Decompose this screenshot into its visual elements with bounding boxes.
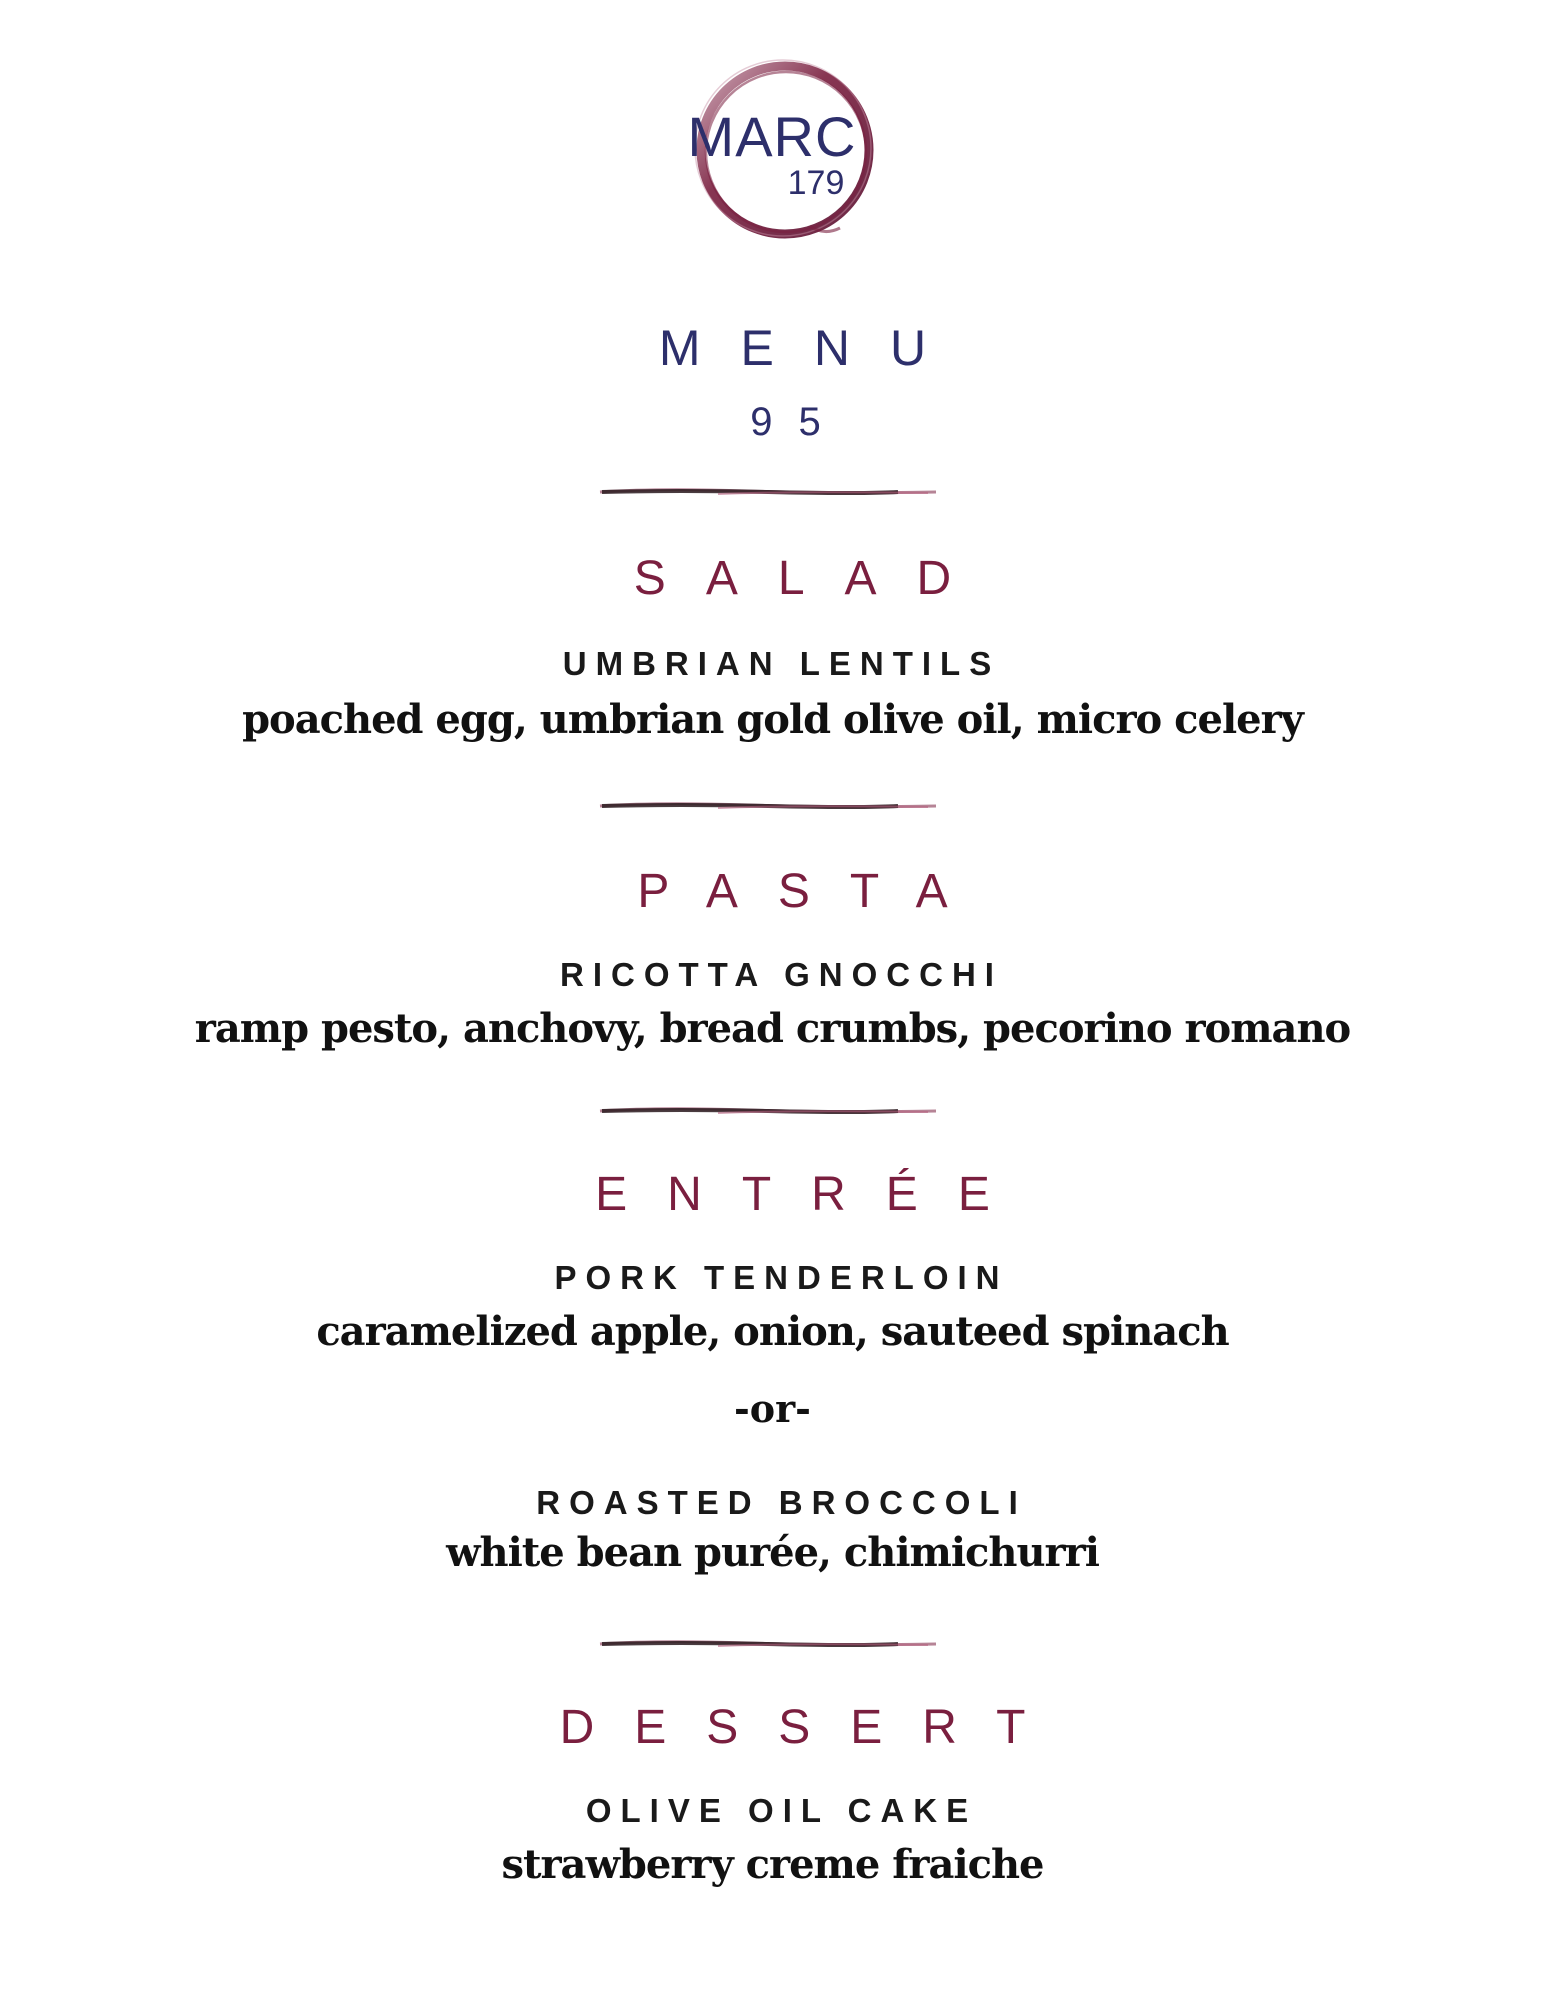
- logo-number: 179: [787, 164, 845, 202]
- dish-name: UMBRIAN LENTILS: [562, 645, 1001, 682]
- dish-name: RICOTTA GNOCCHI: [560, 956, 1003, 993]
- logo-graphic: [660, 48, 900, 258]
- dish-description: ramp pesto, anchovy, bread crumbs, pecorino romano: [194, 1005, 1351, 1052]
- section-title-pasta: PASTA: [637, 865, 988, 918]
- logo-wordmark: MARC: [687, 105, 857, 168]
- dish-description: white bean purée, chimichurri: [446, 1529, 1099, 1576]
- dish-name: PORK TENDERLOIN: [554, 1259, 1009, 1296]
- dish-description: poached egg, umbrian gold olive oil, micro celery: [242, 696, 1303, 743]
- brush-divider: [598, 1104, 938, 1118]
- menu-title: MENU: [658, 320, 967, 376]
- dish-description: caramelized apple, onion, sauteed spinach: [316, 1308, 1229, 1355]
- section-title-entree: ENTRÉE: [595, 1168, 1030, 1221]
- section-title-dessert: DESSERT: [559, 1701, 1066, 1754]
- dish-description: strawberry creme fraiche: [501, 1841, 1044, 1888]
- dish-name: ROASTED BROCCOLI: [536, 1484, 1027, 1521]
- restaurant-logo: [660, 48, 900, 258]
- brush-divider: [598, 485, 938, 499]
- dish-name: OLIVE OIL CAKE: [585, 1792, 978, 1829]
- brush-divider: [598, 799, 938, 813]
- menu-price: 95: [750, 400, 847, 444]
- section-title-salad: SALAD: [633, 552, 992, 605]
- brush-divider: [598, 1637, 938, 1651]
- or-separator: -or-: [734, 1386, 811, 1431]
